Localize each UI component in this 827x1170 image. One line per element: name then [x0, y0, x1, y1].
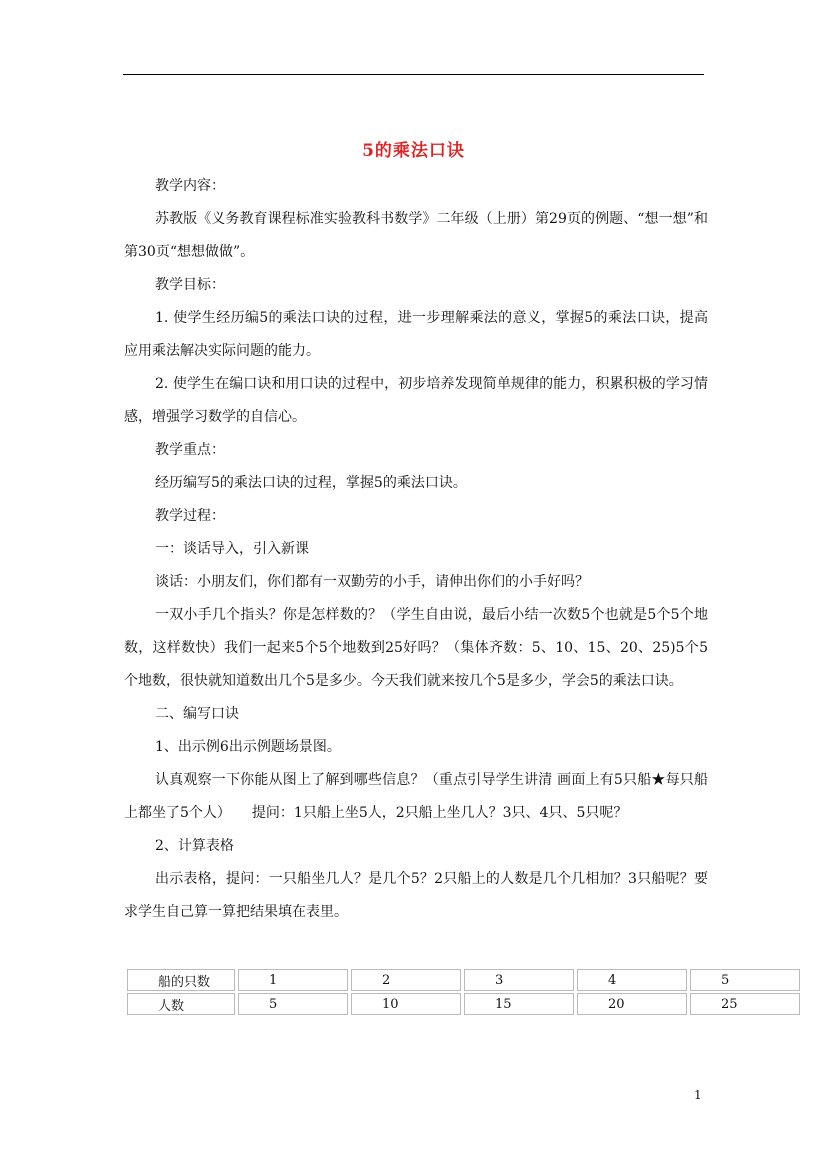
- table-cell: 4: [577, 969, 687, 991]
- header-rule: [123, 74, 704, 75]
- paragraph: 二、编写口诀: [155, 706, 239, 722]
- paragraph: 2. 使学生在编口诀和用口诀的过程中，初步培养发现简单规律的能力，积累积极的学习情感，增强学习数学的自信心。: [124, 376, 708, 425]
- table-row-header: 人数: [127, 993, 235, 1015]
- document-title: 5的乘法口诀: [362, 141, 465, 161]
- table-cell: 20: [577, 993, 687, 1015]
- table-cell: 1: [238, 969, 348, 991]
- table-cell: 5: [238, 993, 348, 1015]
- table-cell: 10: [351, 993, 461, 1015]
- table-row-header: 船的只数: [127, 969, 235, 991]
- paragraph: 教学重点：: [155, 442, 225, 458]
- paragraph: 1、出示例6出示例题场景图。: [155, 739, 341, 755]
- paragraph: 苏教版《义务教育课程标准实验教科书数学》二年级（上册）第29页的例题、“想一想”和第30页“想想做做”。: [124, 211, 708, 260]
- paragraph: 一双小手几个指头？你是怎样数的？（学生自由说，最后小结一次数5个也就是5个5个地数，这样数快）我们一起来5个5个地数到25好吗？（集体齐数：5、10、15、20、25)5个5个地数，很快就知道数出几个5是多少。今天我们就来按几个5是多少，学会5的乘法口诀。: [124, 607, 708, 689]
- paragraph: 经历编写5的乘法口诀的过程，掌握5的乘法口诀。: [155, 475, 467, 491]
- table-cell: 3: [464, 969, 574, 991]
- paragraph: 认真观察一下你能从图上了解到哪些信息？（重点引导学生讲清 画面上有5只船★每只船上都坐了5个人） 提问：1只船上坐5人，2只船上坐几人？3只、4只、5只呢？: [124, 772, 708, 821]
- table-cell: 5: [690, 969, 800, 991]
- table-row: [127, 969, 800, 991]
- paragraph: 教学内容：: [155, 178, 225, 194]
- table-cell: 15: [464, 993, 574, 1015]
- table-cell: 25: [690, 993, 800, 1015]
- paragraph: 谈话：小朋友们，你们都有一双勤劳的小手，请伸出你们的小手好吗？: [155, 574, 589, 590]
- table-cell: 2: [351, 969, 461, 991]
- table-row: [127, 993, 800, 1015]
- paragraph: 1. 使学生经历编5的乘法口诀的过程，进一步理解乘法的意义，掌握5的乘法口诀，提高应用乘法解决实际问题的能力。: [124, 310, 708, 359]
- paragraph: 教学目标：: [155, 277, 225, 293]
- page-number: 1: [694, 1088, 702, 1102]
- boats-people-table: [124, 967, 803, 1017]
- paragraph: 一：谈话导入，引入新课: [155, 541, 309, 557]
- paragraph: 教学过程：: [155, 508, 225, 524]
- document-body: [124, 170, 708, 929]
- paragraph: 出示表格，提问：一只船坐几人？是几个5？2只船上的人数是几个几相加？3只船呢？要求学生自己算一算把结果填在表里。: [124, 871, 708, 920]
- paragraph: 2、计算表格: [155, 838, 234, 854]
